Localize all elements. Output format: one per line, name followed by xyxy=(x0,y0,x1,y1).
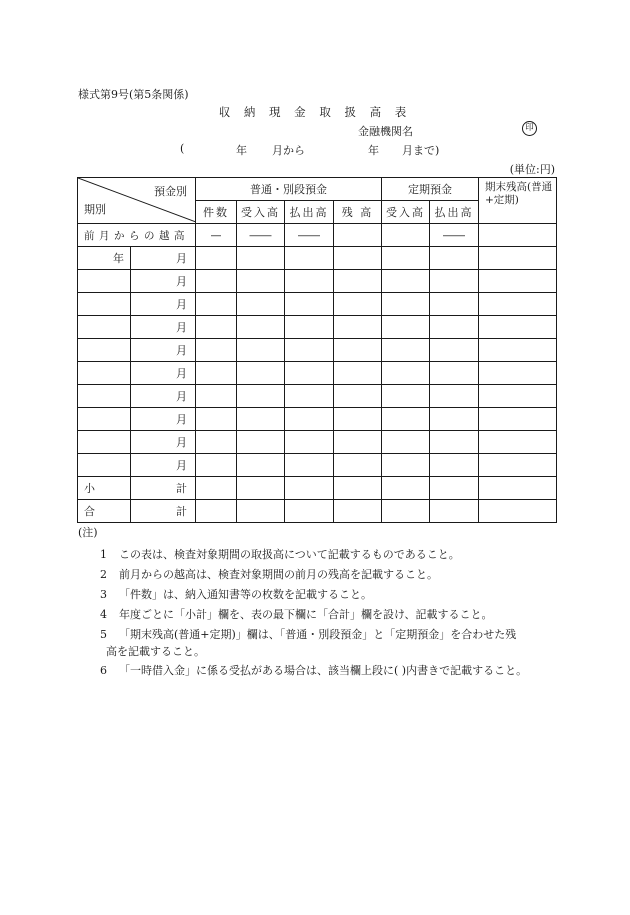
document-title: 収 納 現 金 取 扱 高 表 xyxy=(218,105,412,119)
count-header: 件数 xyxy=(196,201,237,224)
receipts-header: 受入高 xyxy=(237,201,285,224)
month-payments-cell[interactable] xyxy=(285,270,334,293)
month-fixed-receipts-cell[interactable] xyxy=(382,316,430,339)
month-fixed-receipts-cell[interactable] xyxy=(382,454,430,477)
month-row xyxy=(78,454,557,477)
month-count-cell[interactable] xyxy=(196,408,237,431)
subtotal-row xyxy=(78,477,557,500)
month-payments-cell[interactable] xyxy=(285,362,334,385)
month-row xyxy=(78,316,557,339)
month-end-balance-cell[interactable] xyxy=(479,431,557,454)
month-balance-cell[interactable] xyxy=(334,247,382,270)
month-cell: 月 xyxy=(131,408,196,431)
month-receipts-cell[interactable] xyxy=(237,316,285,339)
month-end-balance-cell[interactable] xyxy=(479,270,557,293)
month-fixed-payments-cell[interactable] xyxy=(430,385,479,408)
month-end-balance-cell[interactable] xyxy=(479,454,557,477)
unit-label: (単位:円) xyxy=(509,163,555,176)
month-fixed-payments-cell[interactable] xyxy=(430,270,479,293)
month-count-cell[interactable] xyxy=(196,270,237,293)
ledger-table xyxy=(77,177,557,523)
total-label-left: 合 xyxy=(78,500,131,523)
month-cell: 月 xyxy=(131,362,196,385)
fixed-receipts-header: 受入高 xyxy=(382,201,430,224)
month-receipts-cell[interactable] xyxy=(237,247,285,270)
carryover-payments-dash: ―― xyxy=(285,224,334,247)
month-row xyxy=(78,247,557,270)
period-year-to: 年 xyxy=(368,144,379,157)
carryover-label: 前月からの越高 xyxy=(78,224,196,247)
month-balance-cell[interactable] xyxy=(334,385,382,408)
total-balance-cell[interactable] xyxy=(334,500,382,523)
month-payments-cell[interactable] xyxy=(285,316,334,339)
note-text: この表は、検査対象期間の取扱高について記載するものであること。 xyxy=(119,548,460,561)
month-count-cell[interactable] xyxy=(196,385,237,408)
month-balance-cell[interactable] xyxy=(334,431,382,454)
month-count-cell[interactable] xyxy=(196,316,237,339)
year-cell[interactable] xyxy=(78,454,131,477)
month-fixed-receipts-cell[interactable] xyxy=(382,339,430,362)
month-fixed-receipts-cell[interactable] xyxy=(382,431,430,454)
fixed-deposit-header: 定期預金 xyxy=(382,178,479,201)
month-payments-cell[interactable] xyxy=(285,339,334,362)
month-count-cell[interactable] xyxy=(196,454,237,477)
year-cell[interactable] xyxy=(78,362,131,385)
month-row xyxy=(78,431,557,454)
month-row xyxy=(78,339,557,362)
month-end-balance-cell[interactable] xyxy=(479,339,557,362)
subtotal-label-left: 小 xyxy=(78,477,131,500)
end-balance-header: 期末残高(普通+定期) xyxy=(479,178,557,224)
month-cell: 月 xyxy=(131,247,196,270)
month-cell: 月 xyxy=(131,339,196,362)
month-fixed-receipts-cell[interactable] xyxy=(382,385,430,408)
total-receipts-cell[interactable] xyxy=(237,500,285,523)
note-number: 2 xyxy=(100,568,107,581)
corner-header xyxy=(78,178,196,224)
note-item xyxy=(100,662,527,678)
month-balance-cell[interactable] xyxy=(334,362,382,385)
month-fixed-payments-cell[interactable] xyxy=(430,454,479,477)
month-payments-cell[interactable] xyxy=(285,408,334,431)
carryover-receipts-dash: ―― xyxy=(237,224,285,247)
month-fixed-payments-cell[interactable] xyxy=(430,362,479,385)
total-fixed-payments-cell[interactable] xyxy=(430,500,479,523)
carryover-count-dash: — xyxy=(196,224,237,247)
month-cell: 月 xyxy=(131,270,196,293)
month-row xyxy=(78,362,557,385)
month-row xyxy=(78,385,557,408)
regular-deposit-header: 普通・別段預金 xyxy=(196,178,382,201)
note-text: 「件数」は、納入通知書等の枚数を記載すること。 xyxy=(119,588,372,601)
year-cell[interactable] xyxy=(78,431,131,454)
total-end-balance-cell[interactable] xyxy=(479,500,557,523)
month-fixed-payments-cell[interactable] xyxy=(430,293,479,316)
total-payments-cell[interactable] xyxy=(285,500,334,523)
month-receipts-cell[interactable] xyxy=(237,339,285,362)
month-balance-cell[interactable] xyxy=(334,408,382,431)
subtotal-balance-cell[interactable] xyxy=(334,477,382,500)
year-cell[interactable] xyxy=(78,293,131,316)
month-cell: 月 xyxy=(131,316,196,339)
month-balance-cell[interactable] xyxy=(334,454,382,477)
total-fixed-receipts-cell[interactable] xyxy=(382,500,430,523)
deposit-type-label: 預金別 xyxy=(154,185,187,198)
subtotal-fixed-payments-cell[interactable] xyxy=(430,477,479,500)
month-payments-cell[interactable] xyxy=(285,293,334,316)
month-fixed-payments-cell[interactable] xyxy=(430,339,479,362)
carryover-fixed-receipts-cell[interactable] xyxy=(382,224,430,247)
carryover-fixed-payments-dash: ―― xyxy=(430,224,479,247)
period-year-from: 年 xyxy=(236,144,247,157)
month-count-cell[interactable] xyxy=(196,431,237,454)
year-cell[interactable] xyxy=(78,408,131,431)
month-end-balance-cell[interactable] xyxy=(479,316,557,339)
subtotal-receipts-cell[interactable] xyxy=(237,477,285,500)
month-balance-cell[interactable] xyxy=(334,293,382,316)
month-cell: 月 xyxy=(131,454,196,477)
note-item xyxy=(100,546,460,562)
month-end-balance-cell[interactable] xyxy=(479,408,557,431)
seal-icon: 印 xyxy=(522,121,537,136)
carryover-balance-cell[interactable] xyxy=(334,224,382,247)
month-row xyxy=(78,408,557,431)
note-item xyxy=(100,586,372,602)
note-text: 「期末残高(普通+定期)」欄は、「普通・別段預金」と「定期預金」を合わせた残 xyxy=(119,628,517,641)
month-end-balance-cell[interactable] xyxy=(479,362,557,385)
note-item xyxy=(100,606,493,622)
month-cell: 月 xyxy=(131,293,196,316)
total-label-right: 計 xyxy=(131,500,196,523)
month-receipts-cell[interactable] xyxy=(237,293,285,316)
month-receipts-cell[interactable] xyxy=(237,454,285,477)
month-end-balance-cell[interactable] xyxy=(479,293,557,316)
balance-header: 残 高 xyxy=(334,201,382,224)
month-count-cell[interactable] xyxy=(196,362,237,385)
month-count-cell[interactable] xyxy=(196,247,237,270)
note-number: 4 xyxy=(100,608,107,621)
month-end-balance-cell[interactable] xyxy=(479,247,557,270)
form-number: 様式第9号(第5条関係) xyxy=(78,88,189,101)
payments-header: 払出高 xyxy=(285,201,334,224)
month-payments-cell[interactable] xyxy=(285,247,334,270)
month-row xyxy=(78,270,557,293)
month-receipts-cell[interactable] xyxy=(237,431,285,454)
month-balance-cell[interactable] xyxy=(334,316,382,339)
period-open: ( xyxy=(180,142,185,155)
note-text-continued: 高を記載すること。 xyxy=(106,645,205,658)
month-fixed-payments-cell[interactable] xyxy=(430,408,479,431)
month-payments-cell[interactable] xyxy=(285,385,334,408)
year-cell: 年 xyxy=(78,247,131,270)
month-balance-cell[interactable] xyxy=(334,270,382,293)
month-cell: 月 xyxy=(131,385,196,408)
note-number: 6 xyxy=(100,664,107,677)
year-cell[interactable] xyxy=(78,270,131,293)
month-row xyxy=(78,293,557,316)
bank-name-label: 金融機関名 xyxy=(358,125,413,138)
month-payments-cell[interactable] xyxy=(285,431,334,454)
month-fixed-receipts-cell[interactable] xyxy=(382,408,430,431)
carryover-end-balance-cell[interactable] xyxy=(479,224,557,247)
year-cell[interactable] xyxy=(78,339,131,362)
month-end-balance-cell[interactable] xyxy=(479,385,557,408)
note-text: 「一時借入金」に係る受払がある場合は、該当欄上段に( )内書きで記載すること。 xyxy=(119,664,528,677)
subtotal-end-balance-cell[interactable] xyxy=(479,477,557,500)
month-receipts-cell[interactable] xyxy=(237,270,285,293)
fixed-payments-header: 払出高 xyxy=(430,201,479,224)
subtotal-label-right: 計 xyxy=(131,477,196,500)
subtotal-fixed-receipts-cell[interactable] xyxy=(382,477,430,500)
total-count-cell[interactable] xyxy=(196,500,237,523)
month-payments-cell[interactable] xyxy=(285,454,334,477)
month-fixed-payments-cell[interactable] xyxy=(430,247,479,270)
month-cell: 月 xyxy=(131,431,196,454)
note-number: 3 xyxy=(100,588,107,601)
period-label: 期別 xyxy=(84,203,106,216)
period-month-from: 月から xyxy=(272,144,305,157)
month-fixed-receipts-cell[interactable] xyxy=(382,362,430,385)
period-month-to: 月まで) xyxy=(402,144,440,157)
year-cell[interactable] xyxy=(78,385,131,408)
total-row xyxy=(78,500,557,523)
carryover-row xyxy=(78,224,557,247)
month-receipts-cell[interactable] xyxy=(237,385,285,408)
notes-heading: (注) xyxy=(78,526,98,539)
note-text: 年度ごとに「小計」欄を、表の最下欄に「合計」欄を設け、記載すること。 xyxy=(119,608,493,621)
month-fixed-payments-cell[interactable] xyxy=(430,431,479,454)
note-number: 1 xyxy=(100,548,107,561)
month-fixed-receipts-cell[interactable] xyxy=(382,247,430,270)
month-fixed-payments-cell[interactable] xyxy=(430,316,479,339)
month-fixed-receipts-cell[interactable] xyxy=(382,293,430,316)
month-count-cell[interactable] xyxy=(196,293,237,316)
year-cell[interactable] xyxy=(78,316,131,339)
month-receipts-cell[interactable] xyxy=(237,362,285,385)
note-text: 前月からの越高は、検査対象期間の前月の残高を記載すること。 xyxy=(119,568,438,581)
note-number: 5 xyxy=(100,628,107,641)
month-count-cell[interactable] xyxy=(196,339,237,362)
month-fixed-receipts-cell[interactable] xyxy=(382,270,430,293)
month-receipts-cell[interactable] xyxy=(237,408,285,431)
note-item xyxy=(100,626,517,658)
note-item xyxy=(100,566,438,582)
month-balance-cell[interactable] xyxy=(334,339,382,362)
subtotal-count-cell[interactable] xyxy=(196,477,237,500)
subtotal-payments-cell[interactable] xyxy=(285,477,334,500)
